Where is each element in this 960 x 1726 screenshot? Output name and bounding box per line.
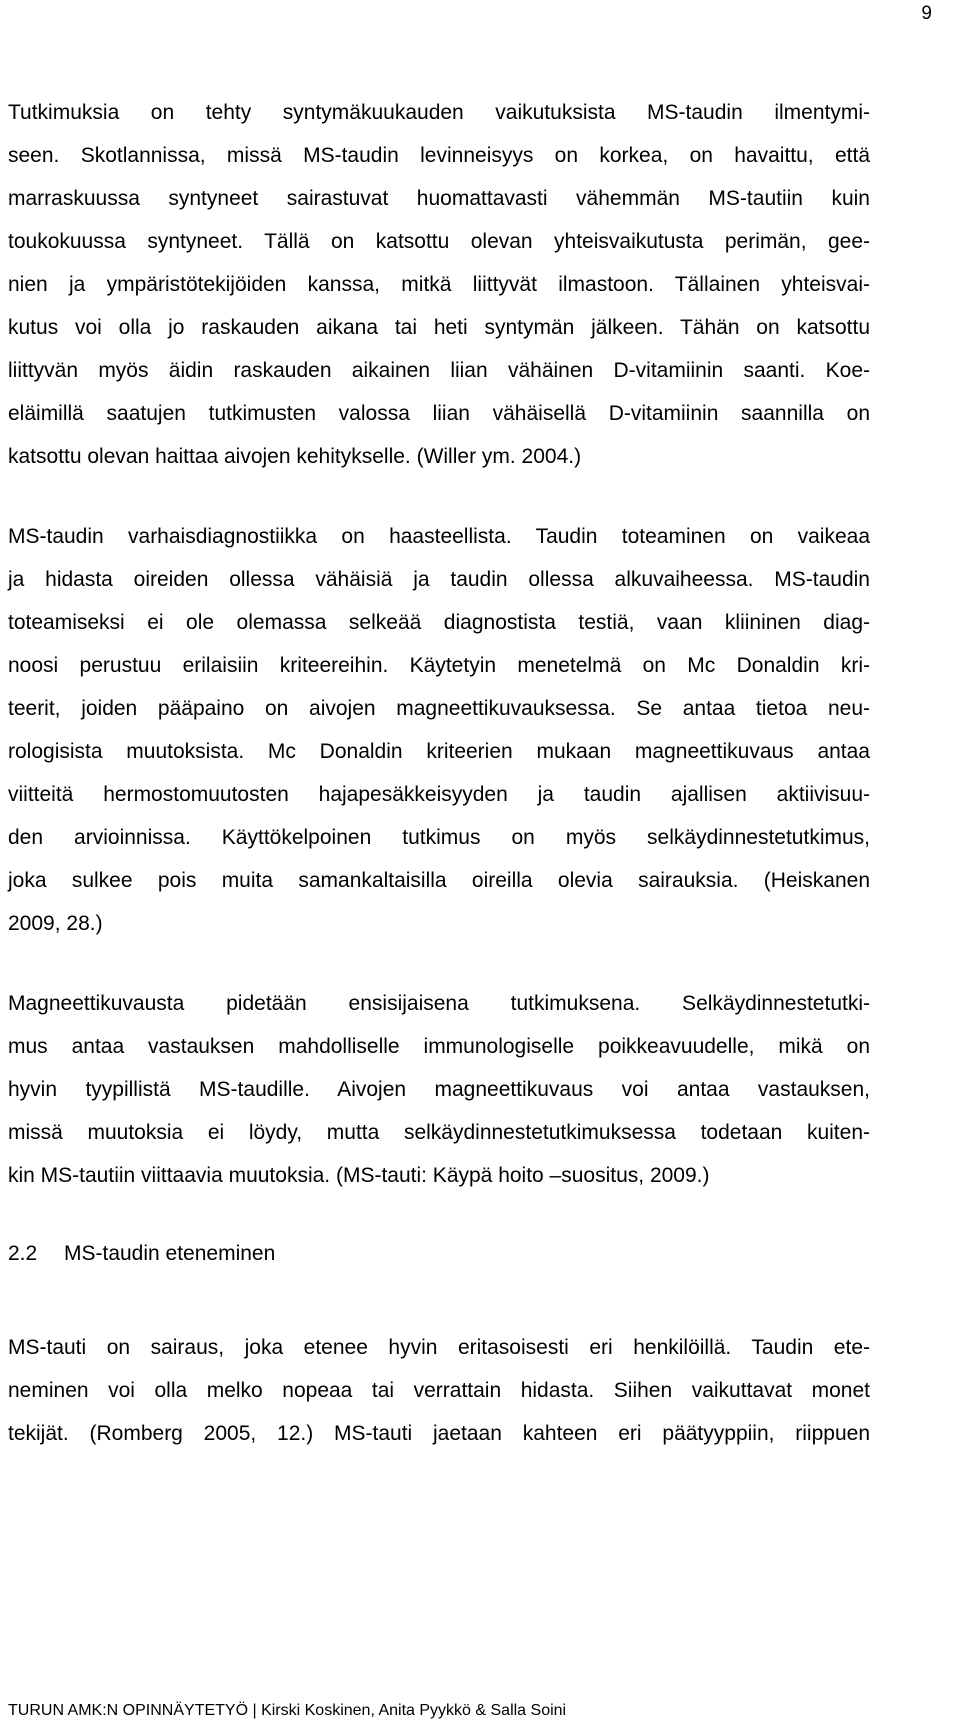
- section-title: MS-taudin eteneminen: [64, 1242, 276, 1265]
- paragraph-line: teerit, joiden pääpaino on aivojen magneettikuvauksessa. Se antaa tietoa neu-: [8, 697, 870, 720]
- paragraph-line: noosi perustuu erilaisiin kriteereihin. Käytetyin menetelmä on Mc Donaldin kri-: [8, 654, 870, 677]
- paragraph-line: toteamiseksi ei ole olemassa selkeää diagnostista testiä, vaan kliininen diag-: [8, 611, 870, 634]
- paragraph-line: MS-taudin varhaisdiagnostiikka on haasteellista. Taudin toteaminen on vaikeaa: [8, 525, 870, 548]
- paragraph-line: missä muutoksia ei löydy, mutta selkäydinnestetutkimuksessa todetaan kuiten-: [8, 1121, 870, 1144]
- paragraph-line: den arvioinnissa. Käyttökelpoinen tutkimus on myös selkäydinnestetutkimus,: [8, 826, 870, 849]
- paragraph-line: marraskuussa syntyneet sairastuvat huomattavasti vähemmän MS-tautiin kuin: [8, 187, 870, 210]
- paragraph-line: kin MS-tautiin viittaavia muutoksia. (MS-tauti: Käypä hoito –suositus, 2009.): [8, 1164, 710, 1187]
- paragraph-line: toukokuussa syntyneet. Tällä on katsottu olevan yhteisvaikutusta perimän, gee-: [8, 230, 870, 253]
- paragraph-line: kutus voi olla jo raskauden aikana tai heti syntymän jälkeen. Tähän on katsottu: [8, 316, 870, 339]
- paragraph-line: MS-tauti on sairaus, joka etenee hyvin eritasoisesti eri henkilöillä. Taudin ete-: [8, 1336, 870, 1359]
- paragraph-line: liittyvän myös äidin raskauden aikainen liian vähäinen D-vitamiinin saanti. Koe-: [8, 359, 870, 382]
- paragraph-line: rologisista muutoksista. Mc Donaldin kriteerien mukaan magneettikuvaus antaa: [8, 740, 870, 763]
- paragraph-line: eläimillä saatujen tutkimusten valossa liian vähäisellä D-vitamiinin saannilla on: [8, 402, 870, 425]
- paragraph-line: katsottu olevan haittaa aivojen kehitykselle. (Willer ym. 2004.): [8, 445, 582, 468]
- paragraph-line: ja hidasta oireiden ollessa vähäisiä ja taudin ollessa alkuvaiheessa. MS-taudin: [8, 568, 870, 591]
- paragraph-line: joka sulkee pois muita samankaltaisilla oireilla olevia sairauksia. (Heiskanen: [8, 869, 870, 892]
- paragraph-line: hyvin tyypillistä MS-taudille. Aivojen magneettikuvaus voi antaa vastauksen,: [8, 1078, 870, 1101]
- paragraph-line: viitteitä hermostomuutosten hajapesäkkeisyyden ja taudin ajallisen aktiivisuu-: [8, 783, 870, 806]
- section-heading: [8, 1240, 275, 1268]
- paragraph-line: nien ja ympäristötekijöiden kanssa, mitkä liittyvät ilmastoon. Tällainen yhteisvai-: [8, 273, 870, 296]
- paragraph-line: 2009, 28.): [8, 912, 103, 935]
- paragraph-line: tekijät. (Romberg 2005, 12.) MS-tauti jaetaan kahteen eri päätyyppiin, riippuen: [8, 1422, 870, 1445]
- paragraph-line: neminen voi olla melko nopeaa tai verrattain hidasta. Siihen vaikuttavat monet: [8, 1379, 870, 1402]
- page-footer: TURUN AMK:N OPINNÄYTETYÖ | Kirski Koskinen, Anita Pyykkö & Salla Soini: [8, 1702, 567, 1719]
- section-number: 2.2: [8, 1242, 38, 1265]
- page-number: 9: [921, 3, 932, 24]
- paragraph-line: mus antaa vastauksen mahdolliselle immunologiselle poikkeavuudelle, mikä on: [8, 1035, 870, 1058]
- paragraph-line: Magneettikuvausta pidetään ensisijaisena tutkimuksena. Selkäydinnestetutki-: [8, 992, 870, 1015]
- paragraph-line: Tutkimuksia on tehty syntymäkuukauden vaikutuksista MS-taudin ilmentymi-: [8, 101, 870, 124]
- paragraph-line: seen. Skotlannissa, missä MS-taudin levinneisyys on korkea, on havaittu, että: [8, 144, 870, 167]
